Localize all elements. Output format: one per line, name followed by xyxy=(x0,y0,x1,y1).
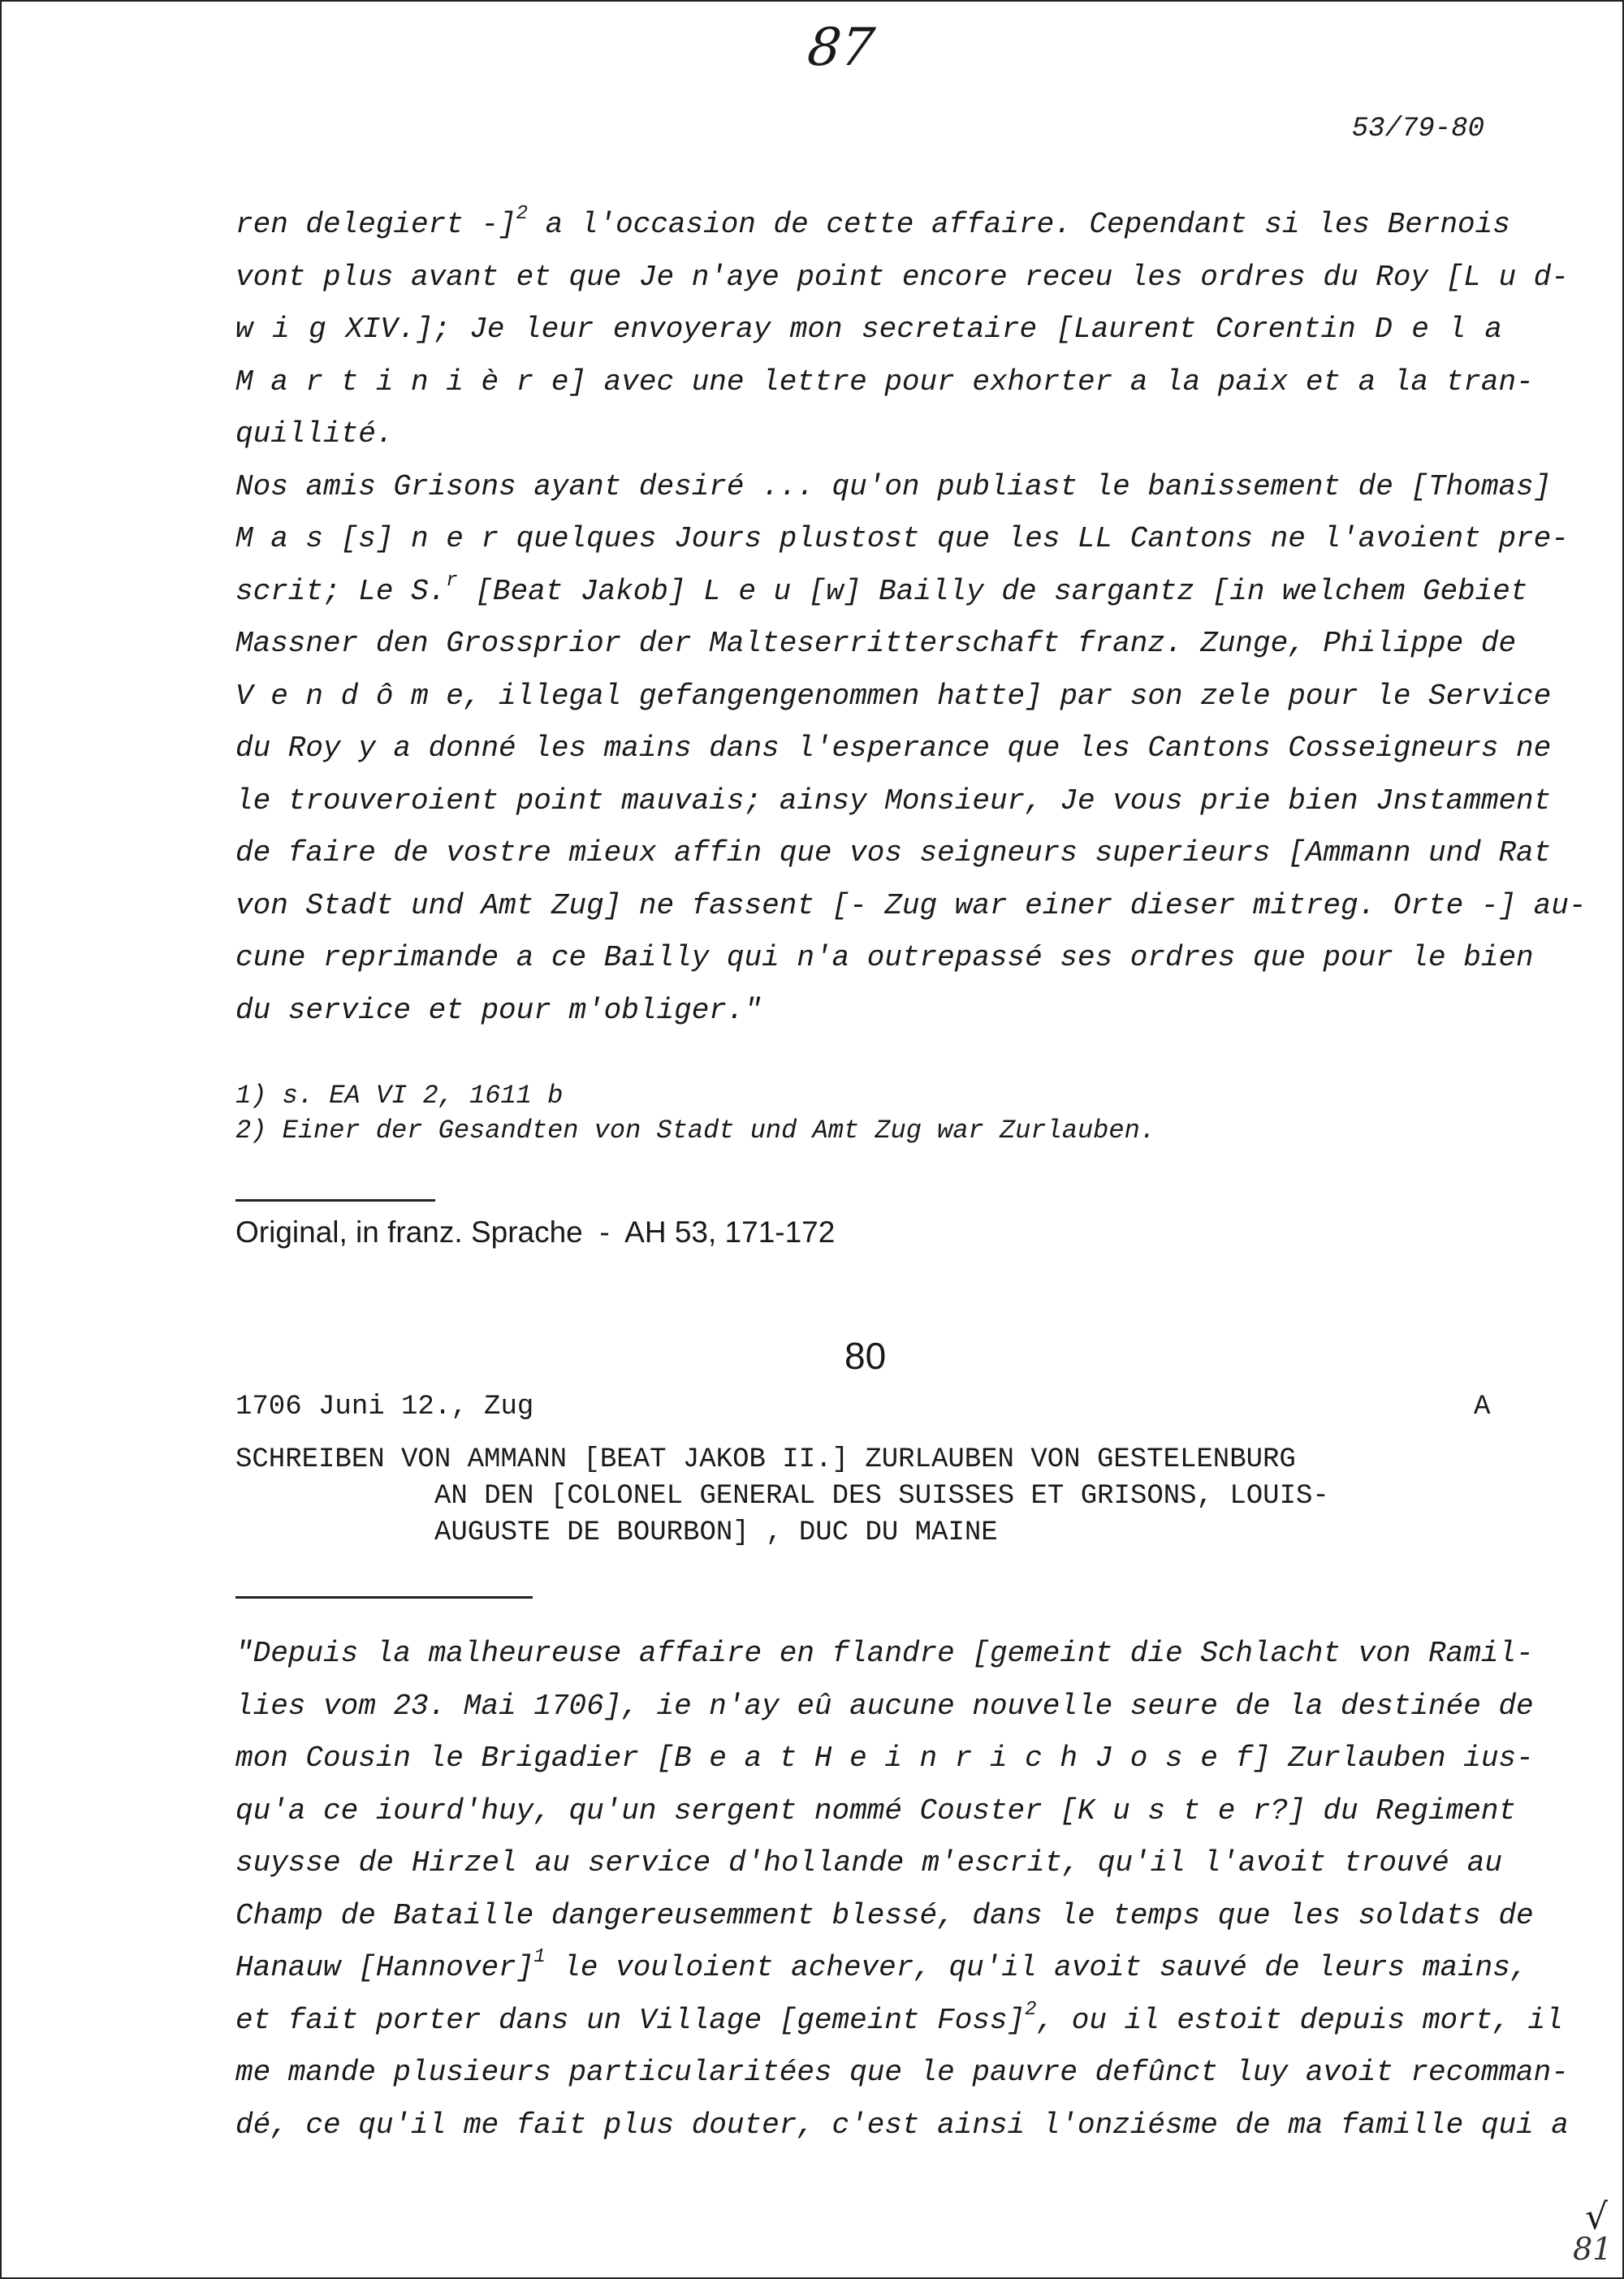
text-line: cune reprimande a ce Bailly qui n'a outrepassé ses ordres que pour le bien xyxy=(235,941,1534,974)
text-line: "Depuis la malheureuse affaire en flandre [gemeint die Schlacht von Ramil- xyxy=(235,1637,1534,1670)
footnote-divider xyxy=(235,1199,435,1202)
text-line: Hanauw [Hannover]$^1$ le vouloient achever, qu'il avoit sauvé de leurs mains, xyxy=(235,1946,1528,1984)
text-line: w i g XIV.]; Je leur envoyeray mon secretaire [Laurent Corentin D e l a xyxy=(235,313,1502,346)
heading-divider xyxy=(235,1596,533,1599)
superscript: r xyxy=(446,569,458,592)
check-mark-icon: √ xyxy=(1585,2196,1609,2238)
text-line: ren delegiert -]$^2$ a l'occasion de cette affaire. Cependant si les Bernois xyxy=(235,203,1510,241)
source-note: Original, in franz. Sprache - AH 53, 171-172 xyxy=(235,1215,836,1249)
text-line: suysse de Hirzel au service d'hollande m'escrit, qu'il l'avoit trouvé au xyxy=(235,1846,1502,1880)
footnote-ref: 1 xyxy=(533,1946,546,1968)
text-line: lies vom 23. Mai 1706], ie n'ay eû aucune nouvelle seure de la destinée de xyxy=(235,1689,1534,1723)
text-line: Massner den Grossprior der Malteserritterschaft franz. Zunge, Philippe de xyxy=(235,627,1517,660)
text-line: M a s [s] n e r quelques Jours plustost que les LL Cantons ne l'avoient pre- xyxy=(235,522,1569,555)
date-place: 1706 Juni 12., Zug xyxy=(235,1392,534,1422)
text-line: M a r t i n i è r e] avec une lettre pour exhorter a la paix et a la tran- xyxy=(235,365,1534,399)
text-line: de faire de vostre mieux affin que vos seigneurs superieurs [Ammann und Rat xyxy=(235,836,1552,870)
text-line: vont plus avant et que Je n'aye point encore receu les ordres du Roy [L u d- xyxy=(235,260,1569,294)
document-mark: A xyxy=(1474,1392,1491,1422)
footnote-ref: 2 xyxy=(516,203,529,225)
text-line: Champ de Bataille dangereusemment blessé, dans le temps que les soldats de xyxy=(235,1898,1534,1932)
continuation-text xyxy=(235,199,1587,1037)
text-line: mon Cousin le Brigadier [B e a t H e i n r i c h J o s e f] Zurlauben ius- xyxy=(235,1742,1534,1775)
text-line: et fait porter dans un Village [gemeint Foss]$^2$, ou il estoit depuis mort, il xyxy=(235,1998,1563,2037)
text-line: V e n d ô m e, illegal gefangengenommen hatte] par son zele pour le Service xyxy=(235,679,1552,713)
text-line: qu'a ce iourd'huy, qu'un sergent nommé Couster [K u s t e r?] du Regiment xyxy=(235,1793,1517,1828)
heading-line: SCHREIBEN VON AMMANN [BEAT JAKOB II.] ZURLAUBEN VON GESTELENBURG xyxy=(235,1444,1296,1475)
text-line: quillité. xyxy=(235,417,394,451)
footnote: 2) Einer der Gesandten von Stadt und Amt Zug war Zurlauben. xyxy=(235,1116,1155,1146)
text-line: von Stadt und Amt Zug] ne fassent [- Zug war einer dieser mitreg. Orte -] au- xyxy=(235,888,1587,922)
document-heading xyxy=(235,1442,1502,1552)
text-line: Nos amis Grisons ayant desiré ... qu'on publiast le banissement de [Thomas] xyxy=(235,469,1552,503)
footnote: 1) s. EA VI 2, 1611 b xyxy=(235,1081,564,1111)
text-line: dé, ce qu'il me fait plus douter, c'est ainsi l'onziésme de ma famille qui a xyxy=(235,2108,1569,2142)
pencil-number: 81 xyxy=(1573,2231,1613,2267)
letter-text xyxy=(235,1628,1569,2152)
handwritten-page-number: 87 xyxy=(805,18,878,78)
footnote-ref: 2 xyxy=(1025,1998,1037,2021)
heading-line: AN DEN [COLONEL GENERAL DES SUISSES ET GRISONS, LOUIS- xyxy=(434,1481,1329,1512)
text-line: du Roy y a donné les mains dans l'esperance que les Cantons Cosseigneurs ne xyxy=(235,732,1552,765)
text-line: scrit; Le S.$^r$ [Beat Jakob] L e u [w] Bailly de sargantz [in welchem Gebiet xyxy=(235,569,1528,608)
heading-line: AUGUSTE DE BOURBON] , DUC DU MAINE xyxy=(434,1517,998,1548)
footnotes xyxy=(235,1078,1155,1148)
reference-number: 53/79-80 xyxy=(1351,114,1484,145)
text-line: du service et pour m'obliger." xyxy=(235,993,762,1027)
document-number: 80 xyxy=(844,1335,887,1377)
text-line: le trouveroient point mauvais; ainsy Monsieur, Je vous prie bien Jnstamment xyxy=(235,783,1552,818)
text-line: me mande plusieurs particularitées que le pauvre defûnct luy avoit recomman- xyxy=(235,2056,1569,2089)
